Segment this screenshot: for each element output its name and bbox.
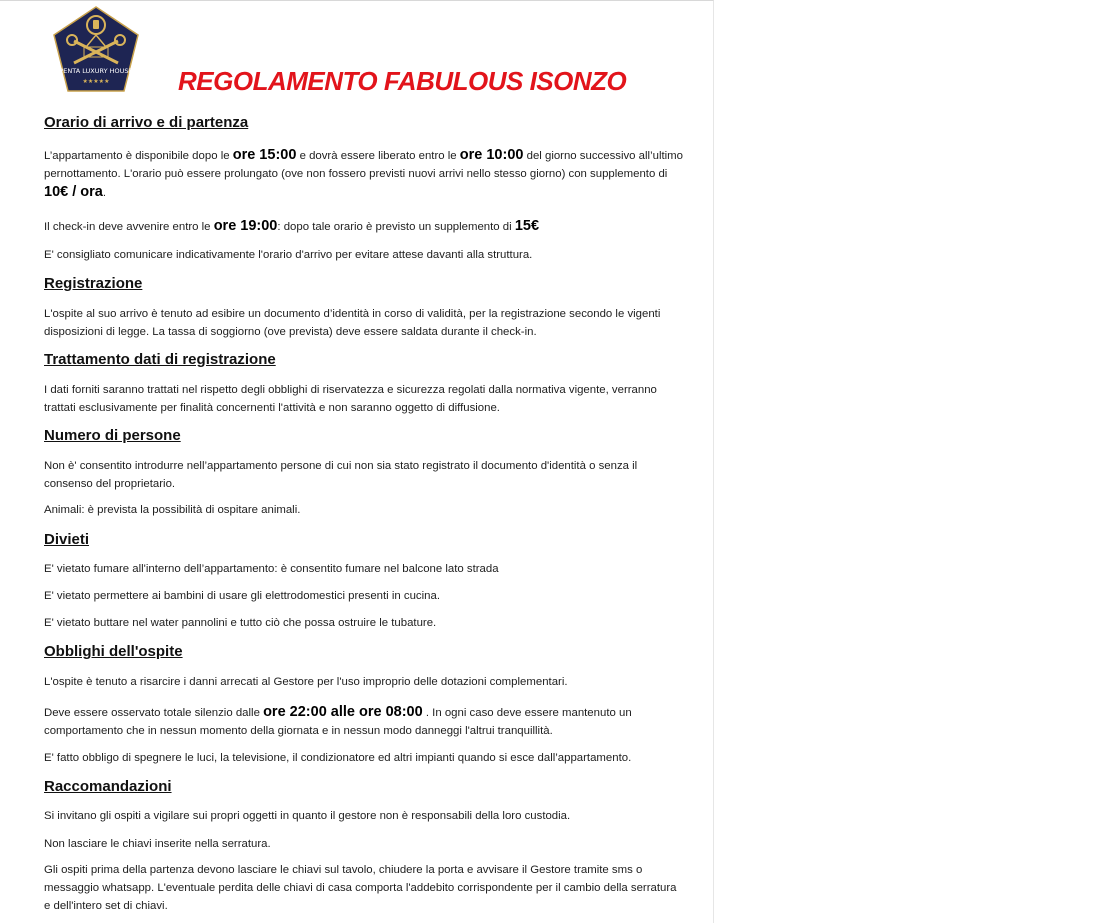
obblighi-paragraph-3: E' fatto obbligo di spegnere le luci, la televisione, il condizionatore ed altri impianti quando si esce dall’appartamento. [44, 752, 632, 764]
raccomandazioni-paragraph-3: Gli ospiti prima della partenza devono lasciare le chiavi sul tavolo, chiudere la porta e avvisare il Gestore tramite sms o messaggio whatsapp. L'eventuale perdita delle chiavi di casa comporta l'addebito corrispondente per il cambio della serratura e dell'intero set di chiavi. [44, 864, 677, 912]
heading-numero-persone: Numero di persone [44, 427, 181, 444]
penta-luxury-house-logo [50, 3, 142, 95]
logo-name-text: PENTA LUXURY HOUSE [59, 67, 133, 75]
orario-paragraph-3: E' consigliato comunicare indicativamente l'orario d'arrivo per evitare attese davanti alla struttura. [44, 249, 533, 261]
obblighi-paragraph-1: L'ospite è tenuto a risarcire i danni arrecati al Gestore per l'uso improprio delle dotazioni complementari. [44, 676, 568, 688]
orario-paragraph-2: Il check-in deve avvenire entro le ore 19:00: dopo tale orario è previsto un supplemento di 15€ [44, 218, 540, 234]
heading-trattamento-dati: Trattamento dati di registrazione [44, 351, 276, 368]
registrazione-paragraph: L'ospite al suo arrivo è tenuto ad esibire un documento d’identità in corso di validità, per la registrazione secondo le vigenti disposizioni di legge. La tassa di soggiorno (ove prevista) deve essere saldata durante il check-in. [44, 308, 661, 338]
raccomandazioni-paragraph-2: Non lasciare le chiavi inserite nella serratura. [44, 838, 271, 850]
orario-paragraph-1: L’appartamento è disponibile dopo le ore 15:00 e dovrà essere liberato entro le ore 10:00 del giorno successivo all’ultimo pernottamento. L'orario può essere prolungato (ove non fossero previsti nuovi arrivi nello stesso giorno) con supplemento di 10€ / ora. [44, 147, 683, 200]
obblighi-paragraph-2: Deve essere osservato totale silenzio dalle ore 22:00 alle ore 08:00 . In ogni caso deve essere mantenuto un comportamento che in nessun momento della giornata e in nessun modo danneggi l'altrui tranquillità. [44, 704, 632, 737]
heading-orario: Orario di arrivo e di partenza [44, 114, 249, 131]
heading-raccomandazioni: Raccomandazioni [44, 778, 172, 795]
raccomandazioni-paragraph-1: Si invitano gli ospiti a vigilare sui propri oggetti in quanto il gestore non è responsabili della loro custodia. [44, 810, 571, 822]
heading-divieti: Divieti [44, 531, 90, 548]
divieti-paragraph-3: E' vietato buttare nel water pannolini e tutto ciò che possa ostruire le tubature. [44, 617, 437, 629]
divieti-paragraph-2: E' vietato permettere ai bambini di usare gli elettrodomestici presenti in cucina. [44, 590, 440, 602]
divieti-paragraph-1: E' vietato fumare all'interno dell’appartamento: è consentito fumare nel balcone lato strada [44, 563, 499, 575]
trattamento-paragraph: I dati forniti saranno trattati nel rispetto degli obblighi di riservatezza e sicurezza regolati dalla normativa vigente, verranno trattati esclusivamente per finalità concernenti l'attività e non saranno oggetto di diffusione. [44, 384, 657, 414]
logo-stars: ★★★★★ [82, 78, 110, 85]
heading-registrazione: Registrazione [44, 275, 143, 292]
heading-obblighi: Obblighi dell'ospite [44, 643, 183, 660]
persone-paragraph-2: Animali: è prevista la possibilità di ospitare animali. [44, 504, 301, 516]
page-title: REGOLAMENTO FABULOUS ISONZO [178, 66, 627, 96]
persone-paragraph-1: Non è' consentito introdurre nell’appartamento persone di cui non sia stato registrato il documento d'identità o senza il consenso del proprietario. [44, 460, 638, 490]
